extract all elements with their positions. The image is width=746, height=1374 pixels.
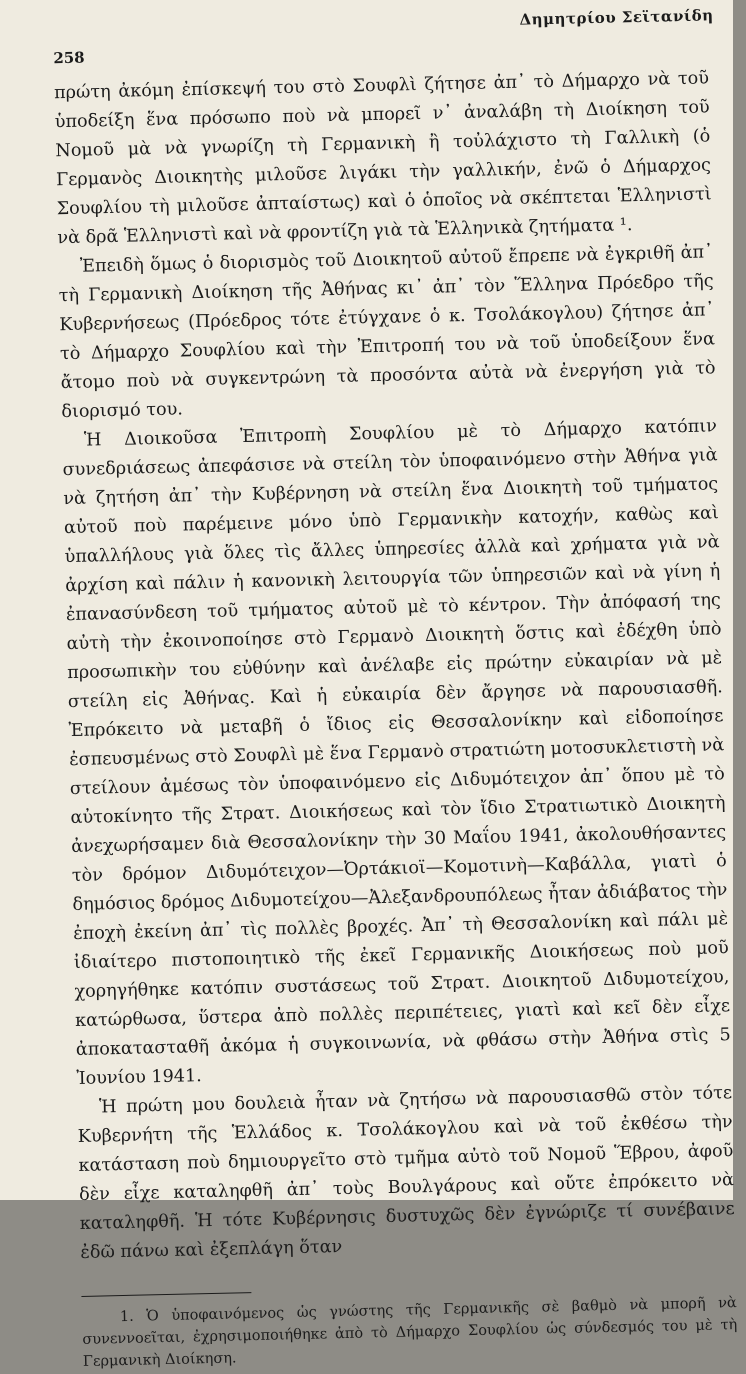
- page-content: [20, 0, 746, 1374]
- footnote: 1. Ὁ ὑποφαινόμενος ὡς γνώστης τῆς Γερμανικῆς σὲ βαθμὸ νὰ μπορῆ νὰ συνεννοεῖται, ἐχρησιμοποιήθηκε ἀπὸ τὸ Δήμαρχο Σουφλίου ὡς σύνδεσμός του μὲ τὴ Γερμανικὴ Διοίκηση.: [82, 1295, 738, 1370]
- page-number: 258: [53, 48, 85, 68]
- running-head: Δημητρίου Σεϊτανίδη: [519, 6, 714, 29]
- paragraph-4: Ἡ πρώτη μου δουλειὰ ἦταν νὰ ζητήσω νὰ παρουσιασθῶ στὸν τότε Κυβερνήτη τῆς Ἑλλάδος κ. Τσολάκογλου καὶ νὰ τοῦ ἐκθέσω τὴν κατάσταση ποὺ δημιουργεῖτο στὸ τμῆμα αὐτὸ τοῦ Νομοῦ Ἕβρου, ἀφοῦ δὲν εἶχε καταληφθῆ ἀπ᾿ τοὺς Βουλγάρους καὶ οὔτε ἐπρόκειτο νὰ καταληφθῆ. Ἡ τότε Κυβέρνησις δυστυχῶς δὲν ἐγνώριζε τί συνέβαινε ἐδῶ πάνω καὶ ἐξεπλάγη ὅταν: [77, 1083, 735, 1263]
- paragraph-2: Ἐπειδὴ ὅμως ὁ διορισμὸς τοῦ Διοικητοῦ αὐτοῦ ἔπρεπε νὰ ἐγκριθῆ ἀπ᾿ τὴ Γερμανικὴ Διοίκηση τῆς Ἀθήνας κι᾿ ἀπ᾿ τὸν Ἕλληνα Πρόεδρο τῆς Κυβερνήσεως (Πρόεδρος τότε ἐτύγχανε ὁ κ. Τσολάκογλου) ζήτησε ἀπ᾿ τὸ Δήμαρχο Σουφλίου καὶ τὴν Ἐπιτροπή του νὰ τοῦ ὑποδείξουν ἕνα ἄτομο ποὺ νὰ συγκεντρώνη τὰ προσόντα αὐτὰ νὰ ἐνεργήση γιὰ τὸ διορισμό του.: [58, 242, 716, 423]
- footnote-rule: [81, 1292, 251, 1297]
- paragraph-3: Ἡ Διοικοῦσα Ἐπιτροπὴ Σουφλίου μὲ τὸ Δήμαρχο κατόπιν συνεδριάσεως ἀπεφάσισε νὰ στείλη τὸν ὑποφαινόμενο στὴν Ἀθήνα γιὰ νὰ ζητήση ἀπ᾿ τὴν Κυβέρνηση νὰ στείλη ἕνα Διοικητὴ τοῦ τμήματος αὐτοῦ ποὺ παρέμεινε μόνο ὑπὸ Γερμανικὴν κατοχήν, καθὼς καὶ ὑπαλλήλους γιὰ ὅλες τὶς ἄλλες ὑπηρεσίες ἀλλὰ καὶ χρήματα γιὰ νὰ ἀρχίση καὶ πάλιν ἡ κανονικὴ λειτουργία τῶν ὑπηρεσιῶν καὶ νὰ γίνη ἡ ἐπανασύνδεση τοῦ τμήματος αὐτοῦ μὲ τὸ κέντρον. Τὴν ἀπόφασή της αὐτὴ τὴν ἐκοινοποίησε στὸ Γερμανὸ Διοικητὴ ὅστις καὶ ἐδέχθη ὑπὸ προσωπικὴν του εὐθύνην καὶ ἀνέλαβε εἰς πρώτην εὐκαιρίαν νὰ μὲ στείλη εἰς Ἀθήνας. Καὶ ἡ εὐκαιρία δὲν ἄργησε νὰ παρουσιασθῆ. Ἐπρόκειτο νὰ μεταβῆ ὁ ἴδιος εἰς Θεσσαλονίκην καὶ εἰδοποίησε ἐσπευσμένως στὸ Σουφλὶ μὲ ἕνα Γερμανὸ στρατιώτη μοτοσυκλετιστὴ νὰ στείλουν ἀμέσως τὸν ὑποφαινόμενο εἰς Διδυμότειχον ἀπ᾿ ὅπου μὲ τὸ αὐτοκίνητο τῆς Στρατ. Διοικήσεως καὶ τὸν ἴδιο Στρατιωτικὸ Διοικητὴ ἀνεχωρήσαμεν διὰ Θεσσαλονίκην τὴν 30 Μαΐου 1941, ἀκολουθήσαντες τὸν δρόμον Διδυμότειχον—Ὀρτάκιοϊ—Κομοτινὴ—Καβάλλα, γιατὶ ὁ δημόσιος δρόμος Διδυμοτείχου—Ἀλεξανδρουπόλεως ἦταν ἀδιάβατος τὴν ἐποχὴ ἐκείνη ἀπ᾿ τὶς πολλὲς βροχές. Ἀπ᾿ τὴ Θεσσαλονίκη καὶ πάλι μὲ ἰδιαίτερο πιστοποιητικὸ τῆς ἐκεῖ Γερμανικῆς Διοικήσεως ποὺ μοῦ χορηγήθηκε κατόπιν συστάσεως τοῦ Στρατ. Διοικητοῦ Διδυμοτείχου, κατώρθωσα, ὕστερα ἀπὸ πολλὲς περιπέτειες, γιατὶ καὶ κεῖ δὲν εἶχε ἀποκατασταθῆ ἀκόμα ἡ συγκοινωνία, νὰ φθάσω στὴν Ἀθήνα στὶς 5 Ἰουνίου 1941.: [62, 416, 731, 1089]
- body-text: [22, 54, 736, 1268]
- paragraph-1: πρώτη ἀκόμη ἐπίσκεψή του στὸ Σουφλὶ ζήτησε ἀπ᾿ τὸ Δήμαρχο νὰ τοῦ ὑποδείξη ἕνα πρόσωπο ποὺ νὰ μπορεῖ ν᾿ ἀναλάβη τὴ Διοίκηση τοῦ Νομοῦ μὰ νὰ γνωρίζη τὴ Γερμανικὴ ἢ τοὐλάχιστο τὴ Γαλλικὴ (ὁ Γερμανὸς Διοικητὴς μιλοῦσε λιγάκι τὴν γαλλικήν, ἐνῶ ὁ Δήμαρχος Σουφλίου τὴ μιλοῦσε ἀπταίστως) καὶ ὁ ὁποῖος νὰ σκέπτεται Ἑλληνιστὶ νὰ δρᾶ Ἑλληνιστὶ καὶ νὰ φροντίζη γιὰ τὰ Ἑλληνικὰ ζητήματα ¹.: [53, 68, 712, 249]
